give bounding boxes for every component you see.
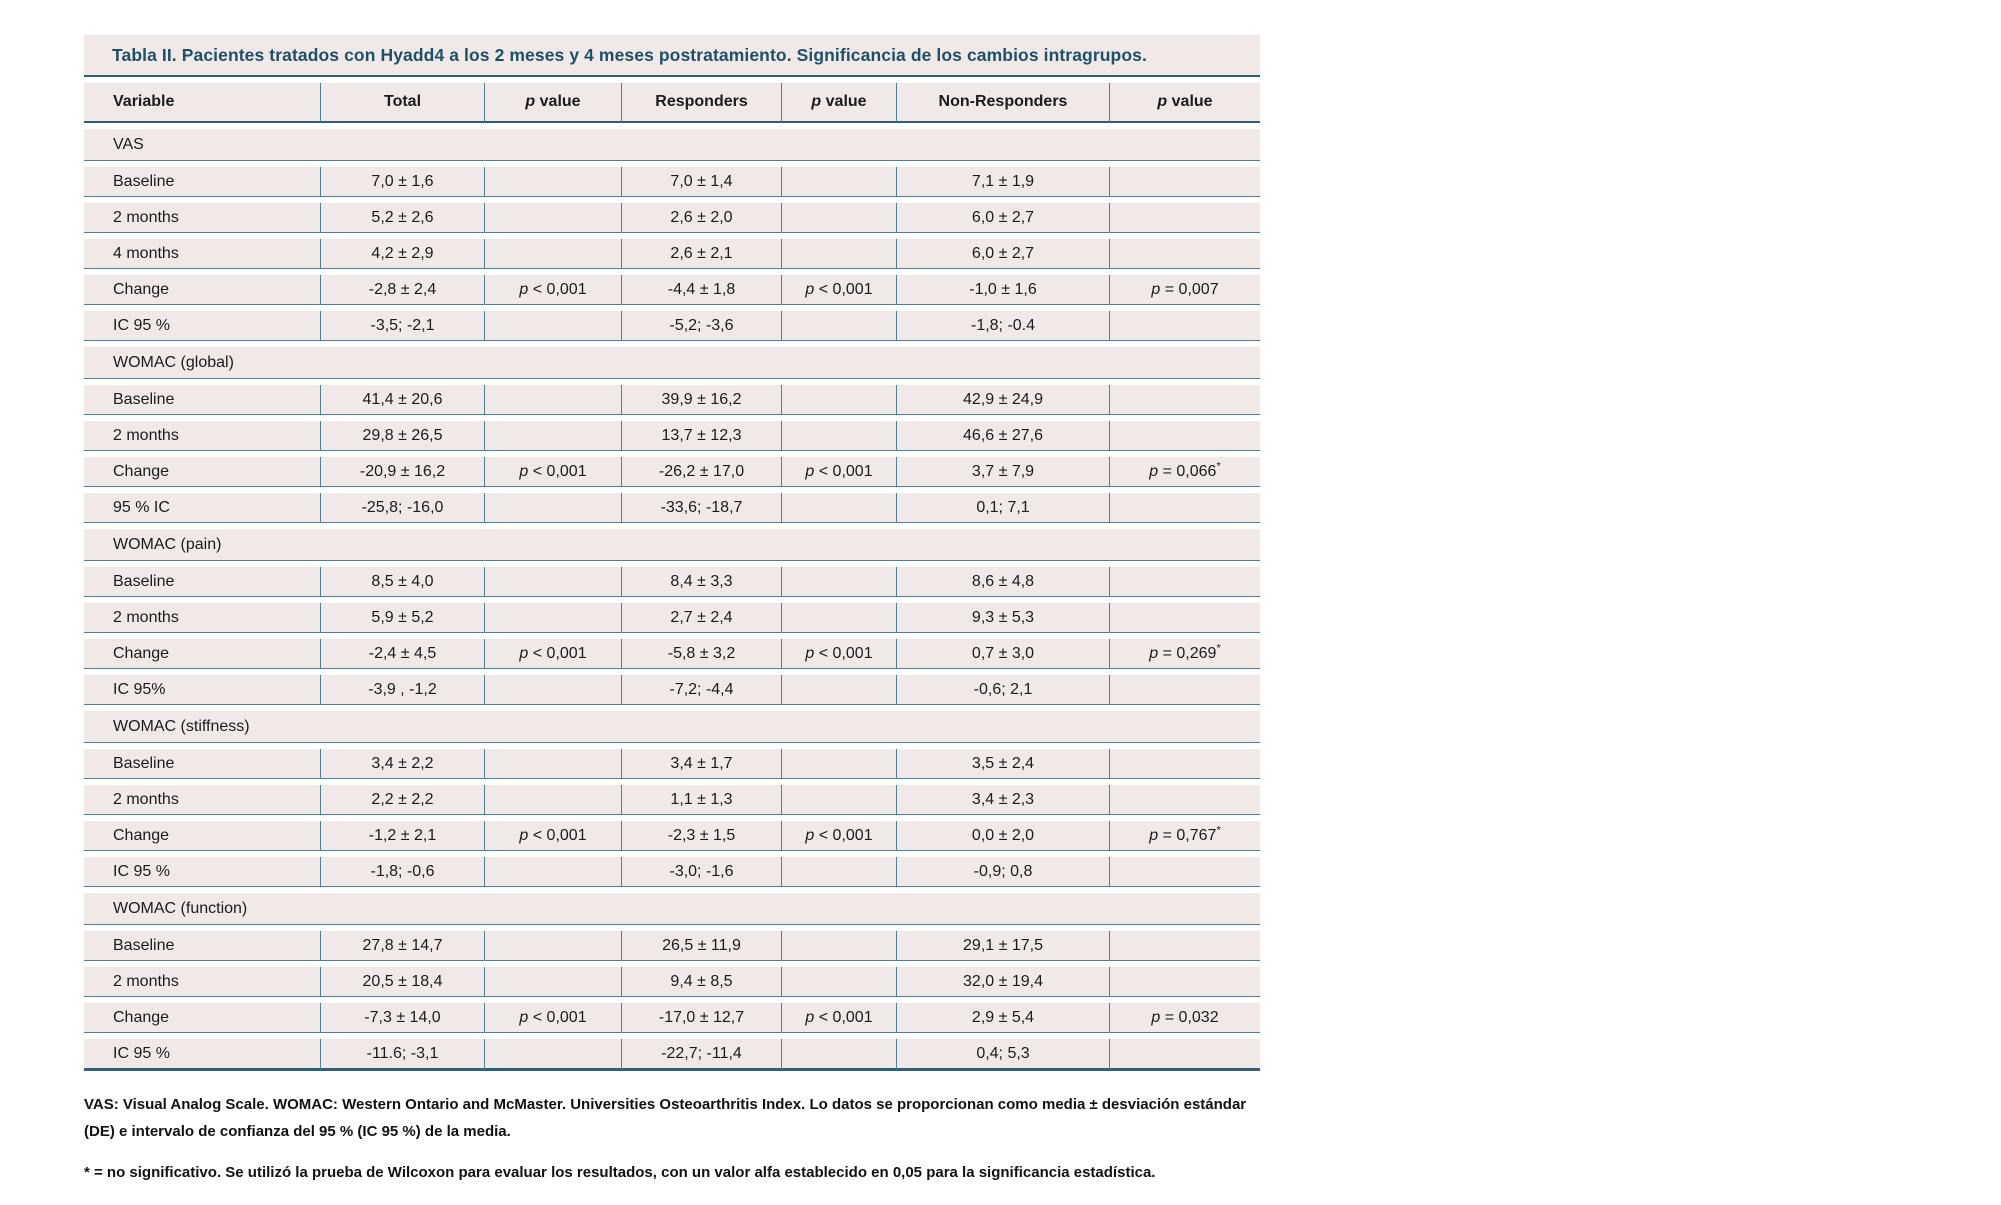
value-cell: 4,2 ± 2,9 [320,239,484,269]
value-cell: 5,2 ± 2,6 [320,203,484,233]
asterisk: * [1216,642,1221,655]
value-cell: p < 0,001 [484,821,621,851]
value-cell: p < 0,001 [484,1003,621,1033]
p-symbol: p [805,826,815,844]
p-symbol: p [519,1008,529,1026]
section-row [84,711,1260,743]
data-row [84,1039,1260,1071]
value-cell [781,385,896,415]
value-cell: 7,1 ± 1,9 [896,167,1109,197]
section-label: VAS [84,129,1260,161]
value-cell [1109,603,1260,633]
value-cell [1109,967,1260,997]
value-cell: 46,6 ± 27,6 [896,421,1109,451]
value-cell: -7,2; -4,4 [621,675,781,705]
value-cell [781,167,896,197]
value-cell: -4,4 ± 1,8 [621,275,781,305]
value-cell: -2,4 ± 4,5 [320,639,484,669]
value-cell [484,239,621,269]
p-symbol: p [525,93,536,110]
value-cell: 29,1 ± 17,5 [896,931,1109,961]
value-cell: p < 0,001 [781,1003,896,1033]
value-cell: 8,5 ± 4,0 [320,567,484,597]
value-cell: -25,8; -16,0 [320,493,484,523]
value-cell: 20,5 ± 18,4 [320,967,484,997]
value-cell [781,603,896,633]
value-cell [1109,857,1260,887]
value-cell [484,785,621,815]
data-row [84,239,1260,269]
p-symbol: p [1151,280,1161,298]
value-cell: p < 0,001 [484,639,621,669]
variable-cell: Change [84,457,320,487]
value-cell: 13,7 ± 12,3 [621,421,781,451]
value-cell [484,311,621,341]
value-cell: -3,9 , -1,2 [320,675,484,705]
column-header: Responders [621,83,781,123]
variable-cell: IC 95% [84,675,320,705]
p-symbol: p [519,462,529,480]
value-cell [484,1039,621,1071]
results-table [84,77,1260,1077]
value-cell [484,421,621,451]
value-cell [781,203,896,233]
value-cell: -1,8; -0,6 [320,857,484,887]
data-row [84,1003,1260,1033]
value-cell: p = 0,007 [1109,275,1260,305]
variable-cell: 2 months [84,603,320,633]
variable-cell: Baseline [84,567,320,597]
value-cell: 1,1 ± 1,3 [621,785,781,815]
value-cell: -22,7; -11,4 [621,1039,781,1071]
value-cell: -20,9 ± 16,2 [320,457,484,487]
value-cell [781,493,896,523]
section-label: WOMAC (stiffness) [84,711,1260,743]
value-cell: 6,0 ± 2,7 [896,239,1109,269]
value-cell: 39,9 ± 16,2 [621,385,781,415]
data-row [84,749,1260,779]
value-cell [1109,1039,1260,1071]
variable-cell: Change [84,639,320,669]
data-row [84,785,1260,815]
value-cell [781,311,896,341]
data-row [84,493,1260,523]
value-cell: -0,6; 2,1 [896,675,1109,705]
p-symbol: p [519,280,529,298]
variable-cell: 2 months [84,785,320,815]
variable-cell: 2 months [84,203,320,233]
column-header: p value [484,83,621,123]
p-symbol: p [519,644,529,662]
value-cell: 29,8 ± 26,5 [320,421,484,451]
p-symbol: p [805,462,815,480]
section-label: WOMAC (pain) [84,529,1260,561]
value-cell [1109,421,1260,451]
value-cell [1109,385,1260,415]
value-cell [781,785,896,815]
value-cell: 8,6 ± 4,8 [896,567,1109,597]
value-cell: -26,2 ± 17,0 [621,457,781,487]
value-cell: 2,7 ± 2,4 [621,603,781,633]
value-cell: 2,6 ± 2,0 [621,203,781,233]
p-symbol: p [519,826,529,844]
value-cell [484,493,621,523]
variable-cell: IC 95 % [84,1039,320,1071]
value-cell: 41,4 ± 20,6 [320,385,484,415]
value-cell: 0,7 ± 3,0 [896,639,1109,669]
value-cell: p = 0,767* [1109,821,1260,851]
table-ii-block [84,35,1260,1077]
value-cell [1109,203,1260,233]
data-row [84,967,1260,997]
value-cell [781,239,896,269]
footnote-significance: * = no significativo. Se utilizó la prueba de Wilcoxon para evaluar los resultados, con un valor alfa establecido en 0,05 para la significancia estadística. [84,1164,1156,1182]
p-symbol: p [1157,93,1168,110]
value-cell: -3,5; -2,1 [320,311,484,341]
column-header: Non-Responders [896,83,1109,123]
value-cell: 3,7 ± 7,9 [896,457,1109,487]
value-cell [1109,493,1260,523]
value-cell [1109,167,1260,197]
value-cell: -7,3 ± 14,0 [320,1003,484,1033]
value-cell: -2,3 ± 1,5 [621,821,781,851]
value-cell: 7,0 ± 1,4 [621,167,781,197]
table-body [84,129,1260,1071]
value-cell [1109,749,1260,779]
value-cell: 8,4 ± 3,3 [621,567,781,597]
variable-cell: Change [84,821,320,851]
value-cell [484,749,621,779]
data-row [84,311,1260,341]
section-label: WOMAC (global) [84,347,1260,379]
p-symbol: p [811,93,822,110]
data-row [84,931,1260,961]
data-row [84,567,1260,597]
value-cell: -3,0; -1,6 [621,857,781,887]
value-cell [484,385,621,415]
footnote-abbreviations: VAS: Visual Analog Scale. WOMAC: Western Ontario and McMaster. Universities Osteoarthritis Index. Lo datos se proporcionan como media ± desviación estándar (DE) e intervalo de confianza del 95 % (IC 95 %) de la media. [84,1096,1247,1140]
value-cell [781,567,896,597]
data-row [84,603,1260,633]
value-cell: -5,8 ± 3,2 [621,639,781,669]
value-cell [484,567,621,597]
column-header: p value [1109,83,1260,123]
section-row [84,129,1260,161]
value-cell [781,1039,896,1071]
table-header [84,83,1260,123]
variable-cell: 2 months [84,967,320,997]
value-cell [484,857,621,887]
value-cell: 0,0 ± 2,0 [896,821,1109,851]
section-row [84,347,1260,379]
value-cell [781,857,896,887]
variable-cell: Baseline [84,931,320,961]
value-cell: -2,8 ± 2,4 [320,275,484,305]
value-cell: 3,5 ± 2,4 [896,749,1109,779]
value-cell: 3,4 ± 2,3 [896,785,1109,815]
value-cell: -1,8; -0.4 [896,311,1109,341]
data-row [84,421,1260,451]
data-row [84,675,1260,705]
p-symbol: p [805,1008,815,1026]
p-symbol: p [1151,1008,1161,1026]
section-row [84,893,1260,925]
value-cell: 0,1; 7,1 [896,493,1109,523]
value-cell [781,421,896,451]
value-cell: -17,0 ± 12,7 [621,1003,781,1033]
variable-cell: 95 % IC [84,493,320,523]
variable-cell: 4 months [84,239,320,269]
variable-cell: Baseline [84,749,320,779]
value-cell [1109,675,1260,705]
variable-cell: Baseline [84,385,320,415]
value-cell: 2,2 ± 2,2 [320,785,484,815]
value-cell [484,167,621,197]
value-cell: 27,8 ± 14,7 [320,931,484,961]
section-row [84,529,1260,561]
value-cell [484,675,621,705]
header-row [84,83,1260,123]
value-cell [484,203,621,233]
data-row [84,821,1260,851]
data-row [84,639,1260,669]
value-cell [781,967,896,997]
variable-cell: Change [84,275,320,305]
value-cell: 7,0 ± 1,6 [320,167,484,197]
value-cell [484,967,621,997]
value-cell: -1,0 ± 1,6 [896,275,1109,305]
column-header: Total [320,83,484,123]
value-cell: 0,4; 5,3 [896,1039,1109,1071]
value-cell: 9,3 ± 5,3 [896,603,1109,633]
data-row [84,275,1260,305]
p-symbol: p [805,644,815,662]
value-cell [781,749,896,779]
value-cell: p = 0,032 [1109,1003,1260,1033]
value-cell: -0,9; 0,8 [896,857,1109,887]
asterisk: * [1216,460,1221,473]
value-cell [1109,239,1260,269]
value-cell: p < 0,001 [781,457,896,487]
variable-cell: 2 months [84,421,320,451]
data-row [84,203,1260,233]
section-label: WOMAC (function) [84,893,1260,925]
value-cell: 26,5 ± 11,9 [621,931,781,961]
value-cell [1109,785,1260,815]
value-cell: p = 0,066* [1109,457,1260,487]
value-cell: p < 0,001 [484,457,621,487]
value-cell: 6,0 ± 2,7 [896,203,1109,233]
value-cell [1109,931,1260,961]
value-cell: p < 0,001 [781,275,896,305]
value-cell: 2,9 ± 5,4 [896,1003,1109,1033]
column-header: Variable [84,83,320,123]
value-cell [1109,311,1260,341]
data-row [84,857,1260,887]
value-cell: 42,9 ± 24,9 [896,385,1109,415]
value-cell: 9,4 ± 8,5 [621,967,781,997]
table-title: Tabla II. Pacientes tratados con Hyadd4 a los 2 meses y 4 meses postratamiento. Significancia de los cambios intragrupos. [84,35,1260,77]
asterisk: * [1216,824,1221,837]
value-cell: 32,0 ± 19,4 [896,967,1109,997]
p-symbol: p [1149,462,1159,480]
value-cell [781,931,896,961]
value-cell: p < 0,001 [484,275,621,305]
variable-cell: IC 95 % [84,311,320,341]
value-cell: p = 0,269* [1109,639,1260,669]
value-cell: -11.6; -3,1 [320,1039,484,1071]
value-cell: p < 0,001 [781,821,896,851]
p-symbol: p [1149,644,1159,662]
data-row [84,385,1260,415]
value-cell: 3,4 ± 2,2 [320,749,484,779]
p-symbol: p [1149,826,1159,844]
data-row [84,457,1260,487]
value-cell [484,931,621,961]
value-cell: -5,2; -3,6 [621,311,781,341]
value-cell: 5,9 ± 5,2 [320,603,484,633]
value-cell [781,675,896,705]
variable-cell: Baseline [84,167,320,197]
value-cell [484,603,621,633]
value-cell: -1,2 ± 2,1 [320,821,484,851]
value-cell [1109,567,1260,597]
value-cell: 3,4 ± 1,7 [621,749,781,779]
column-header: p value [781,83,896,123]
value-cell: p < 0,001 [781,639,896,669]
p-symbol: p [805,280,815,298]
footnotes [84,1092,1252,1187]
data-row [84,167,1260,197]
value-cell: -33,6; -18,7 [621,493,781,523]
value-cell: 2,6 ± 2,1 [621,239,781,269]
variable-cell: IC 95 % [84,857,320,887]
variable-cell: Change [84,1003,320,1033]
